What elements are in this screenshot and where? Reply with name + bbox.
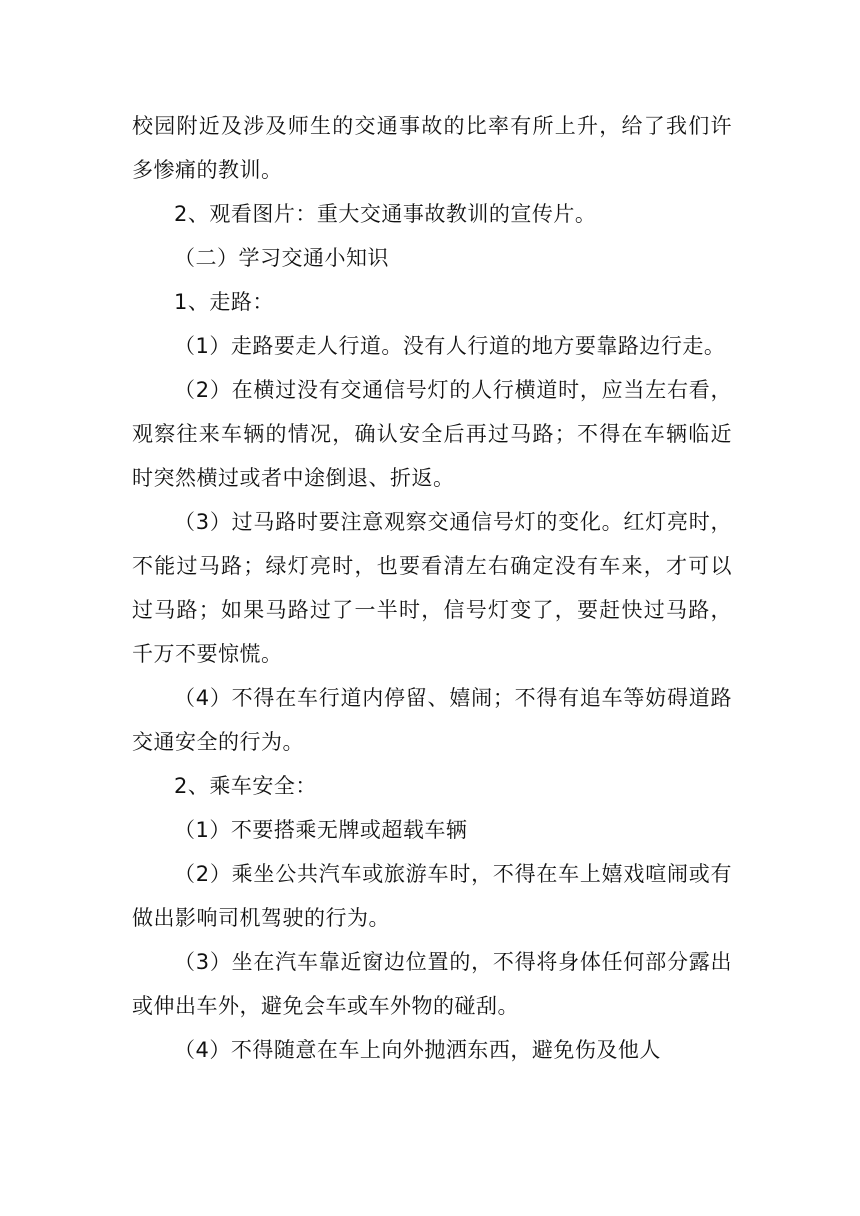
riding-rule-3: （3）坐在汽车靠近窗边位置的，不得将身体任何部分露出或伸出车外，避免会车或车外物的碰刮。: [132, 950, 732, 1018]
walking-rule-4: （4）不得在车行道内停留、嬉闹；不得有追车等妨碍道路交通安全的行为。: [132, 686, 732, 754]
document-body: [132, 104, 732, 1072]
walking-rule-3: （3）过马路时要注意观察交通信号灯的变化。红灯亮时，不能过马路；绿灯亮时，也要看清左右确定没有车来，才可以过马路；如果马路过了一半时，信号灯变了，要赶快过马路，千万不要惊慌。: [132, 510, 732, 666]
paragraph-accident-rate: 校园附近及涉及师生的交通事故的比率有所上升，给了我们许多惨痛的教训。: [132, 114, 732, 182]
subheading-riding-safety: 2、乘车安全：: [174, 774, 317, 798]
section-heading-traffic-knowledge: （二）学习交通小知识: [174, 246, 389, 270]
riding-rule-4: （4）不得随意在车上向外抛洒东西，避免伤及他人: [174, 1038, 661, 1062]
paragraph-watch-pictures: 2、观看图片：重大交通事故教训的宣传片。: [174, 202, 597, 226]
riding-rule-2: （2）乘坐公共汽车或旅游车时，不得在车上嬉戏喧闹或有做出影响司机驾驶的行为。: [132, 862, 732, 930]
riding-rule-1: （1）不要搭乘无牌或超载车辆: [174, 818, 468, 842]
walking-rule-1: （1）走路要走人行道。没有人行道的地方要靠路边行走。: [174, 334, 726, 358]
subheading-walking: 1、走路：: [174, 290, 274, 314]
walking-rule-2: （2）在横过没有交通信号灯的人行横道时，应当左右看，观察往来车辆的情况，确认安全后再过马路；不得在车辆临近时突然横过或者中途倒退、折返。: [132, 378, 732, 490]
